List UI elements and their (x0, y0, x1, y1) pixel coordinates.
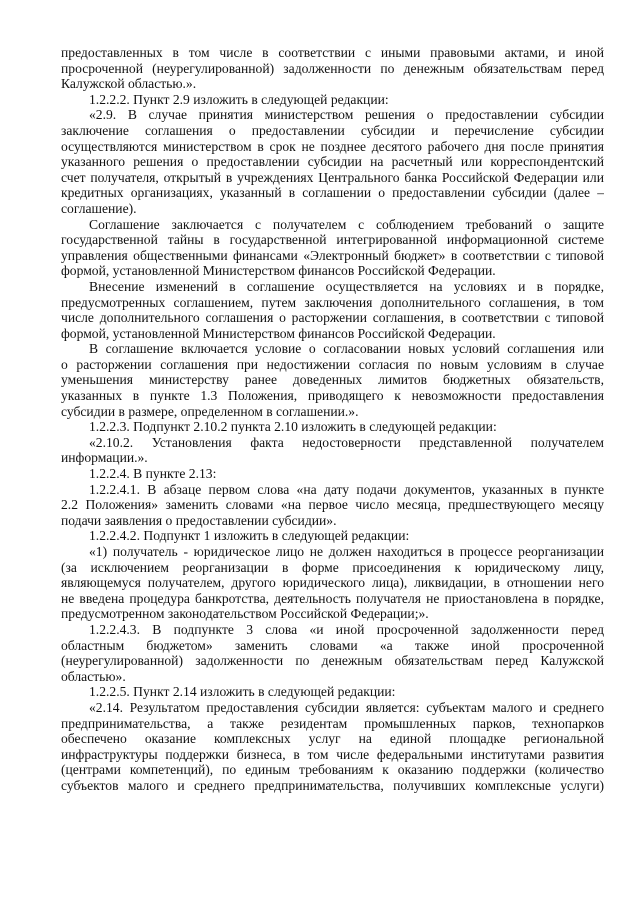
text-line: не введена процедура банкротства, деятельность получателя не приостановлена в порядке, (61, 590, 604, 606)
text-line: субъектов малого и среднего предпринимательства, получивших комплексные услуги) (61, 777, 604, 793)
text-line: счет получателя, открытый в учреждениях Центрального банка Российской Федерации или (61, 169, 604, 185)
text-line: «1) получатель - юридическое лицо не должен находиться в процессе реорганизации (89, 544, 604, 559)
text-line: кредитных организациях, указанный в соглашении о предоставлении субсидии (далее – (61, 185, 604, 201)
text-line: 2.2 Положения» заменить словами «на первое число месяца, предшествующего месяцу (61, 497, 604, 513)
text-line: (за исключением реорганизации в форме присоединения к юридическому лицу, (61, 559, 604, 575)
text-line: информации.». (61, 450, 148, 466)
text-line: числе дополнительного соглашения о расторжении соглашения, в соответствии с типовой (61, 310, 604, 326)
text-line: 1.2.2.5. Пункт 2.14 изложить в следующей редакции: (89, 684, 396, 700)
text-line: «2.14. Результатом предоставления субсидии является: субъектам малого и среднего (89, 699, 604, 715)
text-line: предпринимательства, а также резидентам промышленных парков, технопарков (61, 715, 604, 731)
text-line: подачи заявления о предоставлении субсидии». (61, 512, 337, 528)
text-line: просроченной (неурегулированной) задолженности по денежным обязательствам перед (61, 60, 604, 76)
text-line: 1.2.2.4.3. В подпункте 3 слова «и иной просроченной задолженности перед (89, 621, 604, 637)
text-line: формой, установленной Министерством финансов Российской Федерации. (61, 263, 496, 279)
text-line: заключение соглашения о предоставлении субсидии и перечисление субсидии (61, 122, 604, 138)
text-line: управления общественными финансами «Электронный бюджет» в соответствии с типовой (61, 247, 604, 263)
text-line: субсидии в размере, определенном в соглашении.». (61, 403, 359, 419)
text-line: 1.2.2.4. В пункте 2.13: (89, 466, 217, 482)
text-line: 1.2.2.4.1. В абзаце первом слова «на дату подачи документов, указанных в пункте (89, 481, 604, 497)
text-line: областным бюджетом» заменить словами «а также иной просроченной (61, 637, 604, 653)
text-line: 1.2.2.3. Подпункт 2.10.2 пункта 2.10 изложить в следующей редакции: (89, 419, 497, 435)
text-line: областью». (61, 668, 126, 684)
text-line: Внесение изменений в соглашение осуществляется на условиях и в порядке, (89, 278, 604, 294)
text-line: предусмотренном законодательством Российской Федерации;». (61, 606, 429, 622)
text-line: указанных в пункте 1.3 Положения, приводящего к невозможности предоставления (61, 388, 604, 404)
text-line: указанного решения о предоставлении субсидии на расчетный или корреспондентский (61, 154, 604, 170)
text-line: предусмотренных соглашением, путем заключения дополнительного соглашения, в том (61, 294, 604, 310)
text-line: государственной тайны в государственной интегрированной информационной системе (61, 232, 604, 248)
text-line: (неурегулированной) задолженности по денежным обязательствам перед Калужской (61, 653, 604, 669)
text-line: (центрами компетенций), по единым требованиям к оказанию поддержки (количество (61, 762, 604, 778)
text-line: «2.10.2. Установления факта недостоверности представленной получателем (89, 434, 604, 450)
text-line: Калужской областью.». (61, 76, 197, 92)
text-line: 1.2.2.2. Пункт 2.9 изложить в следующей редакции: (89, 91, 389, 107)
text-line: соглашение). (61, 200, 137, 216)
text-line: Соглашение заключается с получателем с соблюдением требований о защите (89, 216, 604, 232)
text-line: инфраструктуры поддержки бизнеса, в том числе федеральными институтами развития (61, 746, 604, 762)
text-line: о расторжении соглашения при недостижении согласия по новым условиям в случае (61, 356, 604, 372)
text-line: являющемуся получателем, другого юридического лица), ликвидации, в отношении него (61, 575, 604, 591)
text-line: предоставленных в том числе в соответствии с иными правовыми актами, и иной (61, 45, 604, 60)
text-line: В соглашение включается условие о согласовании новых условий соглашения или (89, 341, 604, 357)
text-line: осуществляются министерством в срок не позднее десятого рабочего дня после принятия (61, 138, 604, 154)
text-line: обеспечено оказание комплексных услуг на единой площадке региональной (61, 731, 604, 747)
text-line: 1.2.2.4.2. Подпункт 1 изложить в следующей редакции: (89, 528, 410, 544)
text-line: уменьшения министерству ранее доведенных лимитов бюджетных обязательств, (61, 372, 604, 388)
text-line: «2.9. В случае принятия министерством решения о предоставлении субсидии (89, 107, 604, 123)
text-line: формой, установленной Министерством финансов Российской Федерации. (61, 325, 496, 341)
